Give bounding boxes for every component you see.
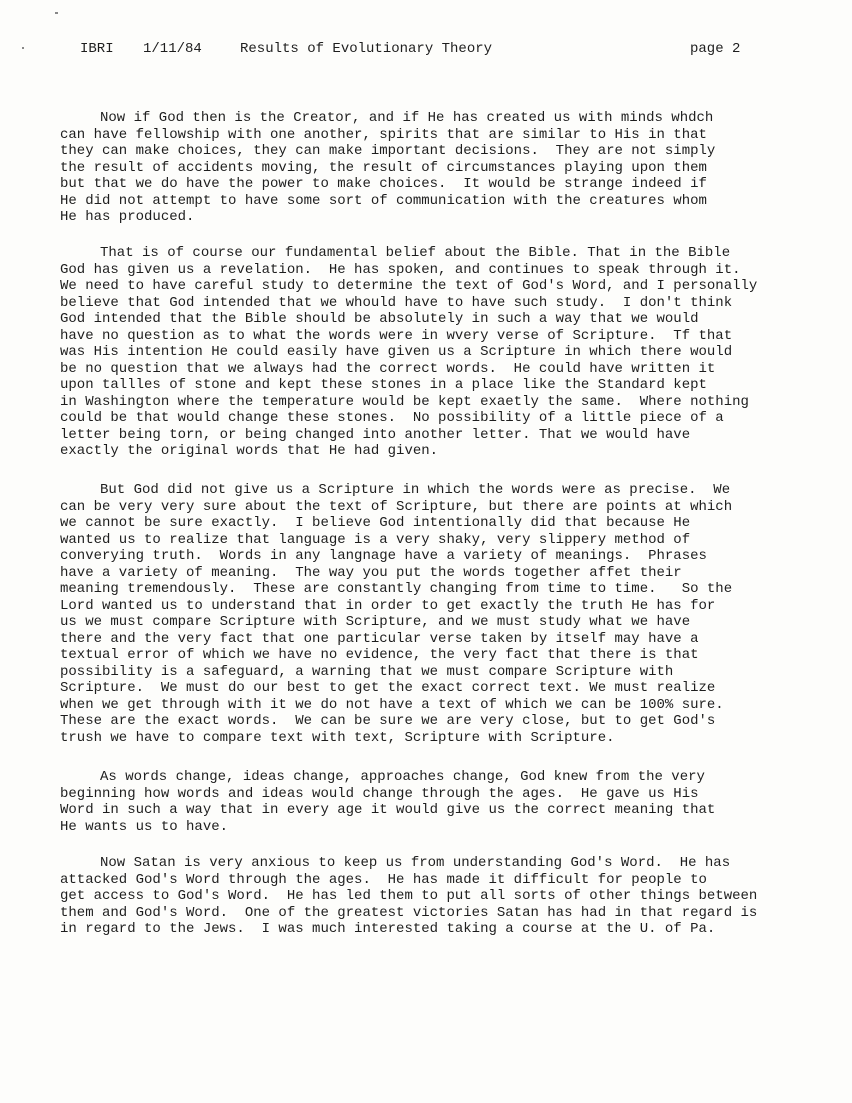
text-line: attacked God's Word through the ages. He has made it difficult for people to	[60, 871, 707, 888]
header-date: 1/11/84	[143, 41, 202, 57]
text-line: He did not attempt to have some sort of communication with the creatures whom	[60, 192, 707, 209]
text-line: Now if God then is the Creator, and if He has created us with minds whdch	[100, 110, 714, 126]
paragraph	[60, 110, 820, 226]
text-line: We need to have careful study to determine the text of God's Word, and I personally	[60, 278, 758, 294]
text-line: letter being torn, or being changed into another letter. That we would have	[60, 426, 691, 443]
paragraph	[60, 245, 820, 460]
header-org: IBRI	[80, 41, 114, 57]
text-line: can have fellowship with one another, spirits that are similar to His in that	[60, 126, 707, 143]
text-line: He has produced.	[60, 209, 195, 225]
text-line: But God did not give us a Scripture in which the words were as precise. We	[100, 482, 731, 498]
text-line: He wants us to have.	[60, 818, 229, 835]
text-line: These are the exact words. We can be sure we are very close, but to get God's	[60, 713, 716, 729]
text-line: the result of accidents moving, the result of circumstances playing upon them	[60, 159, 707, 176]
text-line: but that we do have the power to make choices. It would be strange indeed if	[60, 176, 707, 192]
text-line: have a variety of meaning. The way you put the words together affet their	[60, 564, 682, 581]
text-line: they can make choices, they can make important decisions. They are not simply	[60, 143, 716, 159]
text-line: was His intention He could easily have given us a Scripture in which there would	[60, 344, 733, 360]
paragraph	[60, 855, 820, 938]
paragraph	[60, 482, 820, 746]
text-line: be no question that we always had the correct words. He could have written it	[60, 360, 716, 377]
text-line: we cannot be sure exactly. I believe God intentionally did that because He	[60, 515, 691, 531]
scan-speck	[55, 12, 58, 14]
text-line: when we get through with it we do not have a text of which we can be 100% sure.	[60, 696, 724, 713]
text-line: could be that would change these stones. No possibility of a little piece of a	[60, 410, 724, 426]
text-line: upon tallles of stone and kept these stones in a place like the Standard kept	[60, 377, 707, 393]
text-line: Word in such a way that in every age it would give us the correct meaning that	[60, 802, 716, 818]
text-line: there and the very fact that one particular verse taken by itself may have a	[60, 630, 699, 647]
text-line: As words change, ideas change, approaches change, God knew from the very	[100, 769, 705, 785]
header-page-number: page 2	[690, 41, 741, 57]
text-line: trush we have to compare text with text, Scripture with Scripture.	[60, 729, 615, 746]
scan-speck	[22, 47, 24, 49]
text-line: Now Satan is very anxious to keep us from understanding God's Word. He has	[100, 855, 731, 871]
header-title: Results of Evolutionary Theory	[240, 41, 493, 57]
text-line: meaning tremendously. These are constantly changing from time to time. So the	[60, 581, 733, 597]
text-line: exactly the original words that He had given.	[60, 443, 439, 459]
text-line: beginning how words and ideas would change through the ages. He gave us His	[60, 785, 699, 802]
text-line: Lord wanted us to understand that in order to get exactly the truth He has for	[60, 597, 716, 614]
text-line: get access to God's Word. He has led them to put all sorts of other things between	[60, 888, 758, 904]
text-line: God has given us a revelation. He has spoken, and continues to speak through it.	[60, 261, 741, 278]
text-line: can be very very sure about the text of Scripture, but there are points at which	[60, 498, 733, 515]
text-line: wanted us to realize that language is a very shaky, very slippery method of	[60, 531, 691, 548]
paragraph	[60, 769, 820, 835]
text-line: us we must compare Scripture with Scripture, and we must study what we have	[60, 614, 691, 630]
text-line: converying truth. Words in any langnage have a variety of meanings. Phrases	[60, 548, 707, 564]
text-line: possibility is a safeguard, a warning that we must compare Scripture with	[60, 663, 674, 680]
text-line: have no question as to what the words were in wvery verse of Scripture. Tf that	[60, 327, 733, 344]
text-line: in Washington where the temperature would be kept exaetly the same. Where nothing	[60, 393, 749, 410]
text-line: believe that God intended that we whould have to have such study. I don't think	[60, 294, 733, 311]
text-line: textual error of which we have no evidence, the very fact that there is that	[60, 647, 699, 663]
text-line: Scripture. We must do our best to get the exact correct text. We must realize	[60, 680, 716, 696]
text-line: God intended that the Bible should be absolutely in such a way that we would	[60, 311, 699, 327]
text-line: in regard to the Jews. I was much interested taking a course at the U. of Pa.	[60, 921, 716, 937]
text-line: them and God's Word. One of the greatest victories Satan has had in that regard is	[60, 904, 758, 921]
text-line: That is of course our fundamental belief about the Bible. That in the Bible	[100, 245, 731, 261]
